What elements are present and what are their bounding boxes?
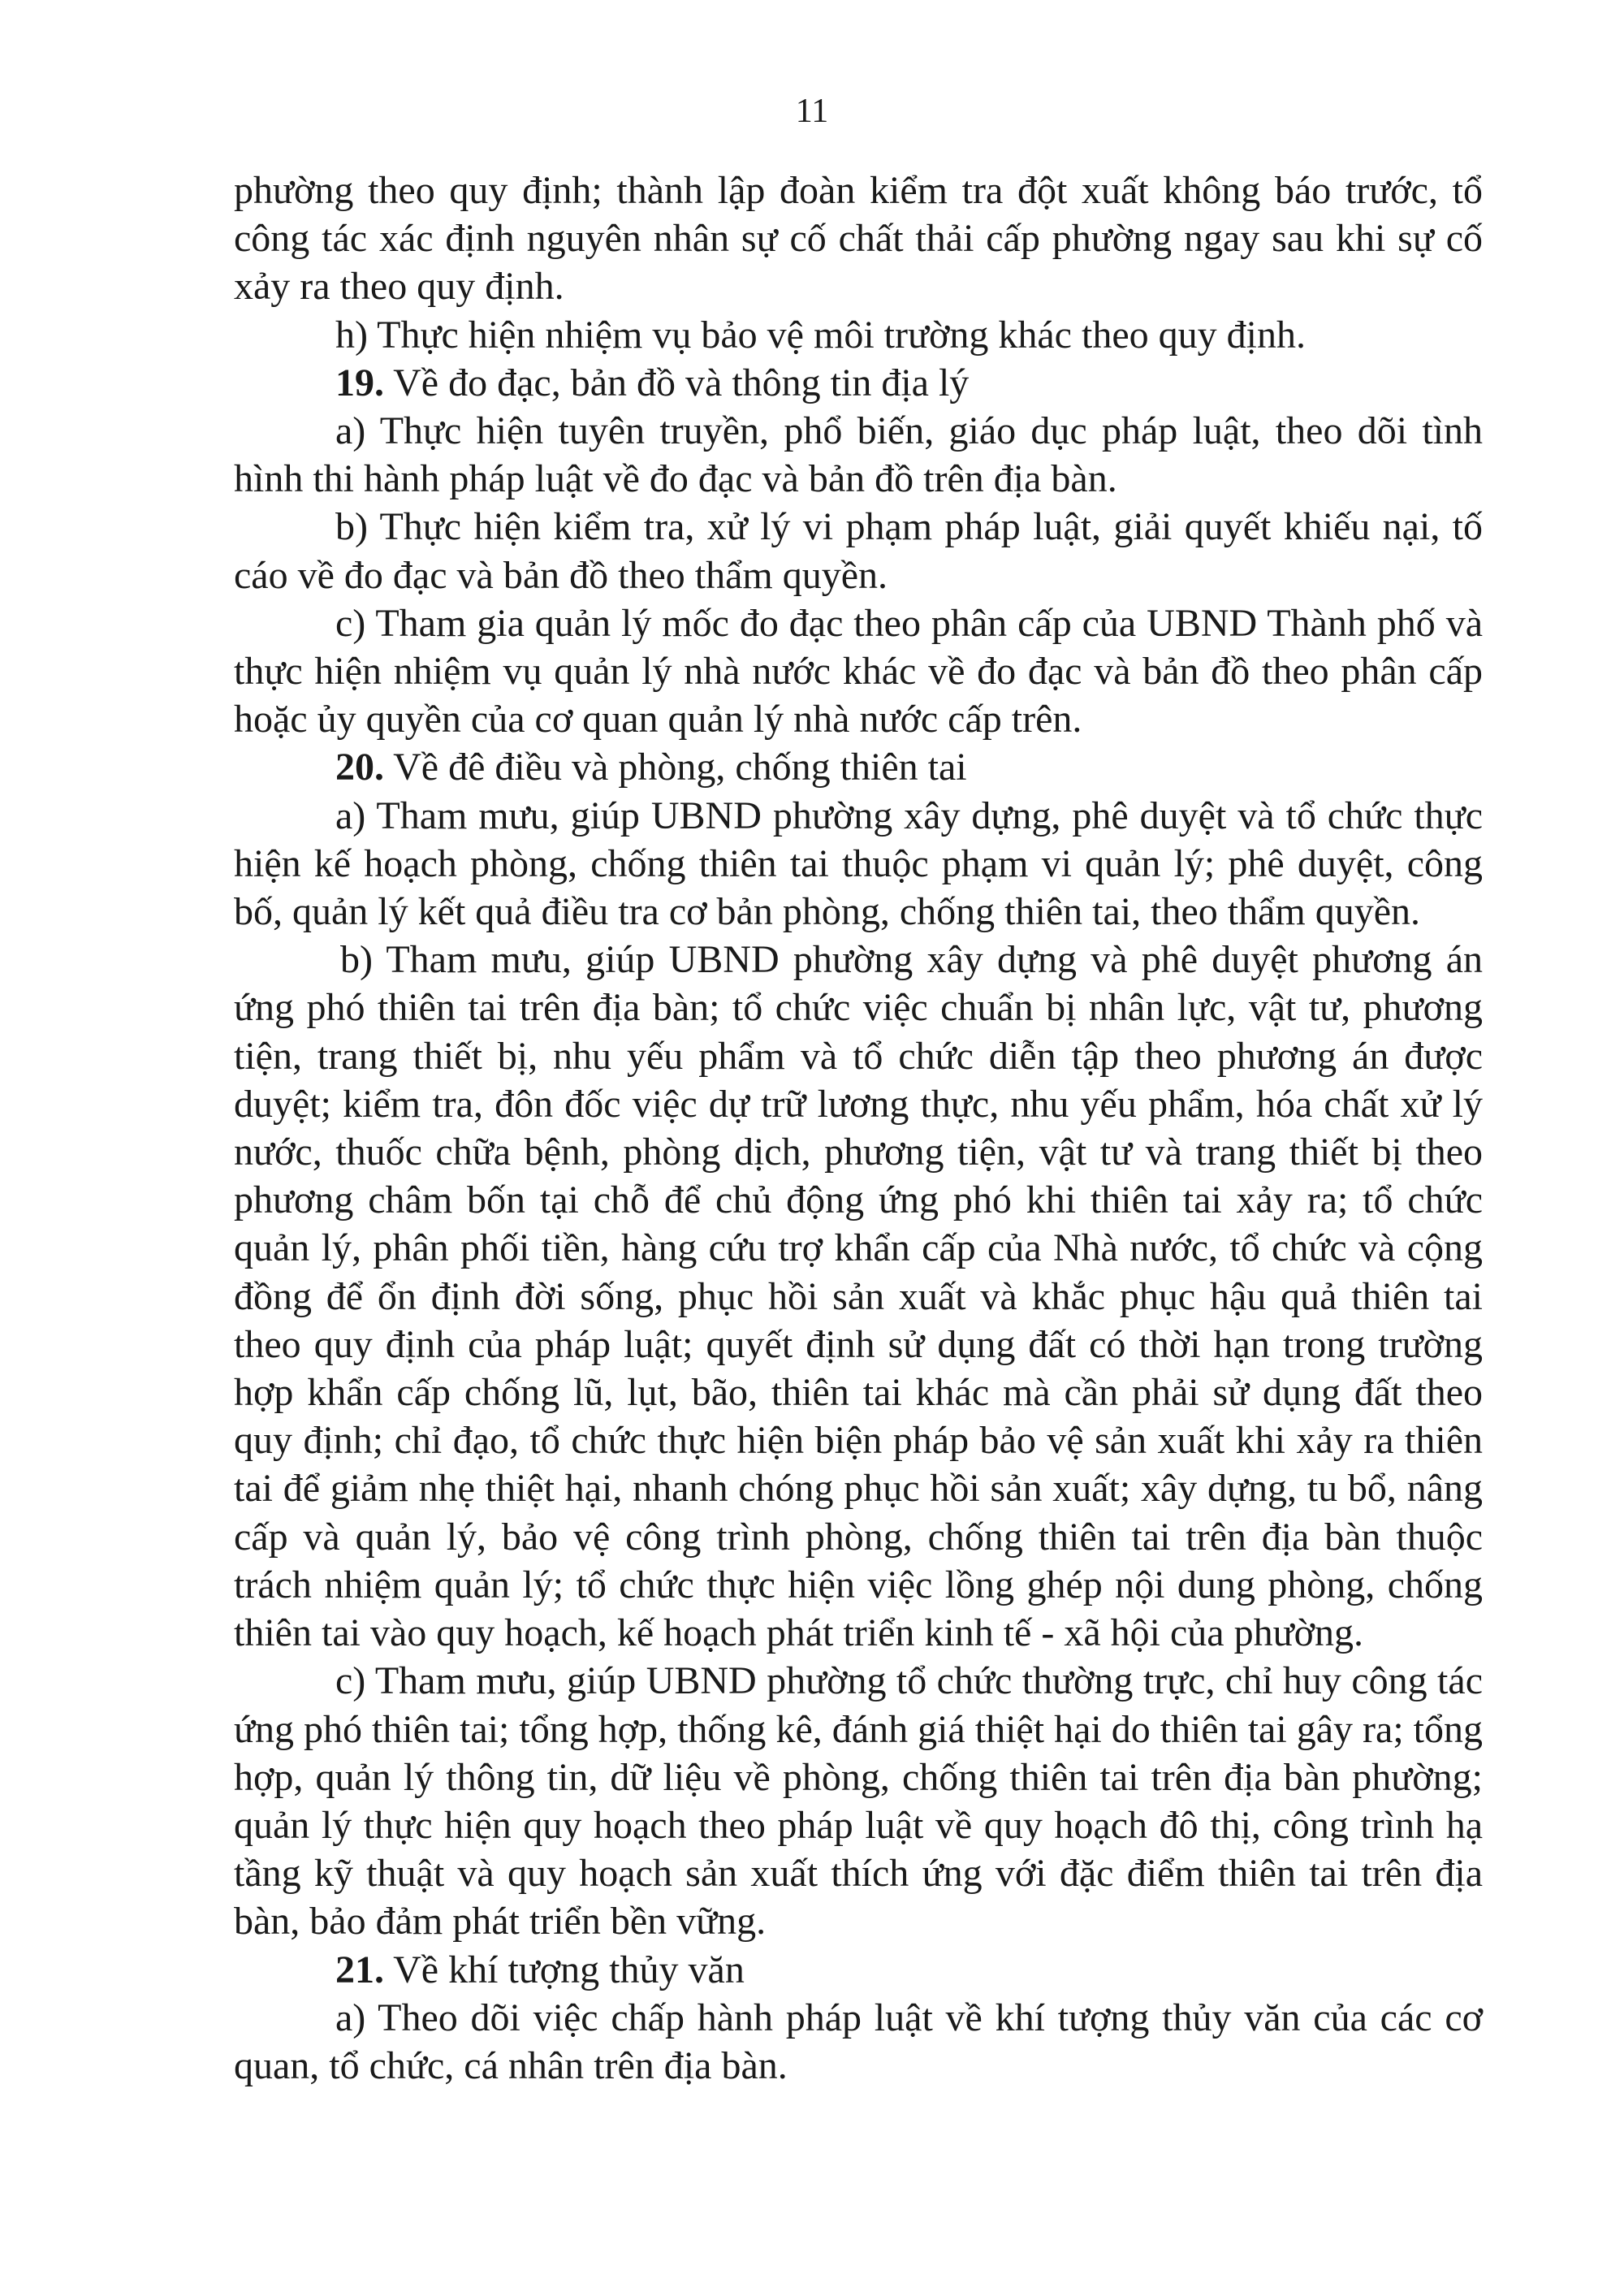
paragraph-h: h) Thực hiện nhiệm vụ bảo vệ môi trường khác theo quy định. [335,313,1306,357]
section-19-item-c: c) Tham gia quản lý mốc đo đạc theo phân cấp của UBND Thành phố và thực hiện nhiệm vụ quản lý nhà nước khác về đo đạc và bản đồ theo phân cấp hoặc ủy quyền của cơ quan quản lý nhà nước cấp trên. [234,601,1483,742]
document-body [234,166,1483,2090]
section-21-heading [234,1946,1483,1994]
section-21-title: Về khí tượng thủy văn [384,1948,745,1991]
section-19-title: Về đo đạc, bản đồ và thông tin địa lý [384,361,970,404]
section-19-number: 19. [335,361,384,404]
section-19-item-a: a) Thực hiện tuyên truyền, phổ biến, giáo dục pháp luật, theo dõi tình hình thi hành pháp luật về đo đạc và bản đồ trên địa bàn. [234,409,1483,501]
section-20-item-c: c) Tham mưu, giúp UBND phường tổ chức thường trực, chỉ huy công tác ứng phó thiên tai; tổng hợp, thống kê, đánh giá thiệt hại do thiên tai gây ra; tổng hợp, quản lý thông tin, dữ liệu về phòng, chống thiên tai trên địa bàn phường; quản lý thực hiện quy hoạch theo pháp luật về quy hoạch đô thị, công trình hạ tầng kỹ thuật và quy hoạch sản xuất thích ứng với đặc điểm thiên tai trên địa bàn, bảo đảm phát triển bền vững. [234,1659,1483,1944]
section-20-item-a: a) Tham mưu, giúp UBND phường xây dựng, phê duyệt và tổ chức thực hiện kế hoạch phòng, chống thiên tai thuộc phạm vi quản lý; phê duyệt, công bố, quản lý kết quả điều tra cơ bản phòng, chống thiên tai, theo thẩm quyền. [234,793,1483,934]
page-number: 11 [795,93,829,130]
section-21-number: 21. [335,1948,384,1991]
section-19-item-b: b) Thực hiện kiểm tra, xử lý vi phạm pháp luật, giải quyết khiếu nại, tố cáo về đo đạc và bản đồ theo thẩm quyền. [234,505,1483,597]
section-20-heading [234,743,1483,791]
section-19-heading [234,359,1483,407]
section-21-item-a: a) Theo dõi việc chấp hành pháp luật về khí tượng thủy văn của các cơ quan, tổ chức, cá nhân trên địa bàn. [234,1995,1483,2087]
section-20-number: 20. [335,746,384,789]
section-20-title: Về đê điều và phòng, chống thiên tai [384,746,967,789]
section-20-item-b: b) Tham mưu, giúp UBND phường xây dựng và phê duyệt phương án ứng phó thiên tai trên địa bàn; tổ chức việc chuẩn bị nhân lực, vật tư, phương tiện, trang thiết bị, nhu yếu phẩm và tổ chức diễn tập theo phương án được duyệt; kiểm tra, đôn đốc việc dự trữ lương thực, nhu yếu phẩm, hóa chất xử lý nước, thuốc chữa bệnh, phòng dịch, phương tiện, vật tư và trang thiết bị theo phương châm bốn tại chỗ để chủ động ứng phó khi thiên tai xảy ra; tổ chức quản lý, phân phối tiền, hàng cứu trợ khẩn cấp của Nhà nước, tổ chức và cộng đồng để ổn định đời sống, phục hồi sản xuất và khắc phục hậu quả thiên tai theo quy định của pháp luật; quyết định sử dụng đất có thời hạn trong trường hợp khẩn cấp chống lũ, lụt, bão, thiên tai khác mà cần phải sử dụng đất theo quy định; chỉ đạo, tổ chức thực hiện biện pháp bảo vệ sản xuất khi xảy ra thiên tai để giảm nhẹ thiệt hại, nhanh chóng phục hồi sản xuất; xây dựng, tu bổ, nâng cấp và quản lý, bảo vệ công trình phòng, chống thiên tai trên địa bàn thuộc trách nhiệm quản lý; tổ chức thực hiện việc lồng ghép nội dung phòng, chống thiên tai vào quy hoạch, kế hoạch phát triển kinh tế - xã hội của phường. [234,938,1483,1655]
paragraph-g-continued: phường theo quy định; thành lập đoàn kiểm tra đột xuất không báo trước, tổ công tác xác định nguyên nhân sự cố chất thải cấp phường ngay sau khi sự cố xảy ra theo quy định. [234,169,1483,309]
